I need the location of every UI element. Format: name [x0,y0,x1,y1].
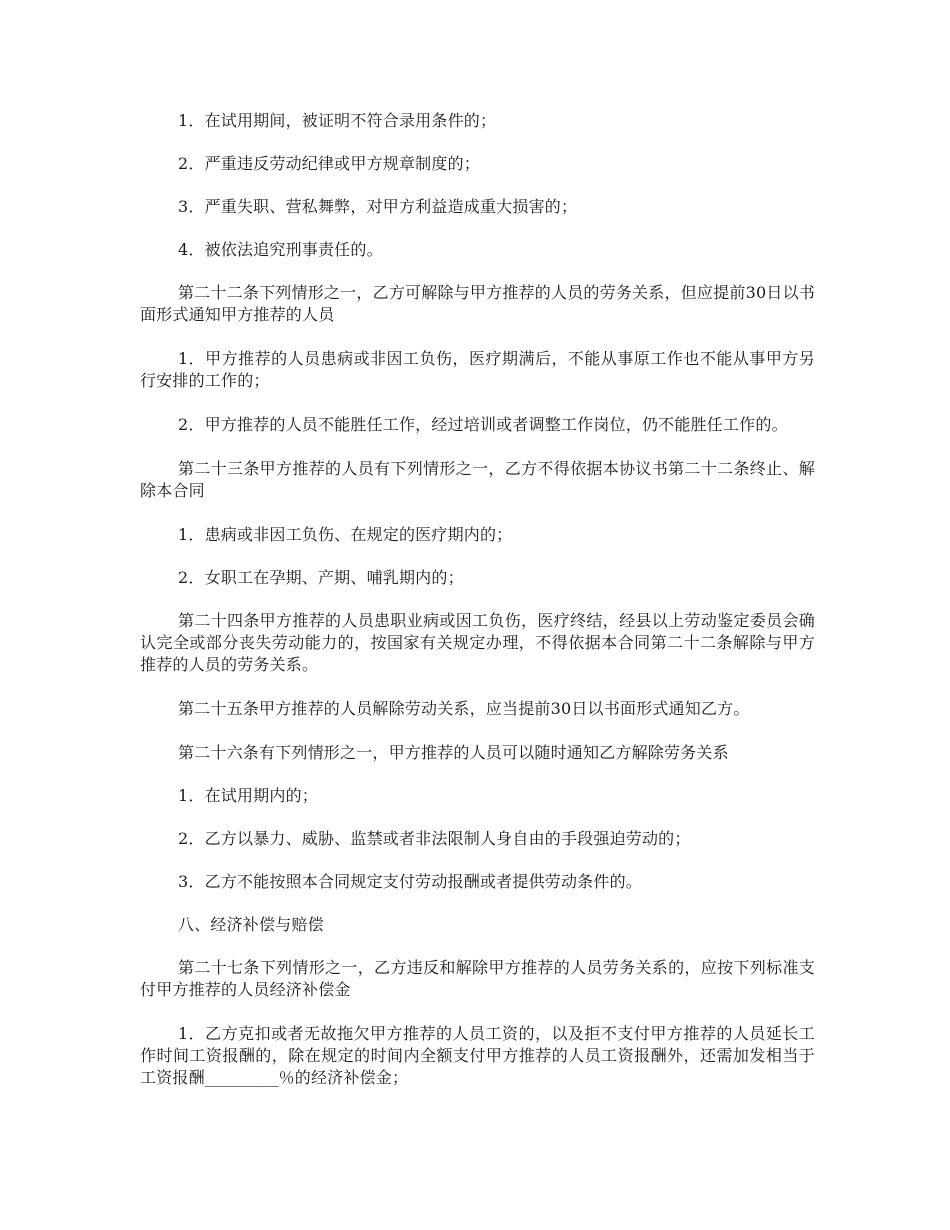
paragraph: 2．女职工在孕期、产期、哺乳期内的； [178,568,464,587]
document-page [140,110,815,1111]
paragraph: 3．乙方不能按照本合同规定支付劳动报酬或者提供劳动条件的。 [178,872,642,891]
paragraph: 第二十六条有下列情形之一，甲方推荐的人员可以随时通知乙方解除劳务关系 [178,743,729,762]
paragraph: 1．乙方克扣或者无故拖欠甲方推荐的人员工资的，以及拒不支付甲方推荐的人员延长工作时间工资报酬的，除在规定的时间内全额支付甲方推荐的人员工资报酬外，还需加发相当于工资报酬_________％的经济补偿金； [140,1024,815,1087]
paragraph: 第二十七条下列情形之一，乙方违反和解除甲方推荐的人员劳务关系的，应按下列标准支付甲方推荐的人员经济补偿金 [140,958,815,999]
paragraph: 第二十三条甲方推荐的人员有下列情形之一，乙方不得依据本协议书第二十二条终止、解除本合同 [140,459,815,500]
paragraph: 第二十四条甲方推荐的人员患职业病或因工负伤，医疗终结，经县以上劳动鉴定委员会确认完全或部分丧失劳动能力的，按国家有关规定办理，不得依据本合同第二十二条解除与甲方推荐的人员的劳务关系。 [140,611,815,674]
paragraph: 第二十五条甲方推荐的人员解除劳动关系，应当提前30日以书面形式通知乙方。 [178,699,750,718]
paragraph: 1．在试用期间，被证明不符合录用条件的； [178,111,497,130]
paragraph: 3．严重失职、营私舞弊，对甲方利益造成重大损害的； [178,197,578,216]
paragraph: 2．严重违反劳动纪律或甲方规章制度的； [178,154,480,173]
paragraph: 第二十二条下列情形之一，乙方可解除与甲方推荐的人员的劳务关系，但应提前30日以书面形式通知甲方推荐的人员 [140,283,815,324]
paragraph: 1．患病或非因工负伤、在规定的医疗期内的； [178,525,513,544]
paragraph: 4．被依法追究刑事责任的。 [178,240,383,259]
paragraph: 2．甲方推荐的人员不能胜任工作，经过培训或者调整工作岗位，仍不能胜任工作的。 [178,415,788,434]
paragraph: 1．甲方推荐的人员患病或非因工负伤，医疗期满后，不能从事原工作也不能从事甲方另行安排的工作的； [140,349,815,390]
paragraph: 2．乙方以暴力、威胁、监禁或者非法限制人身自由的手段强迫劳动的； [178,829,691,848]
paragraph: 1．在试用期内的； [178,786,318,805]
section-heading: 八、经济补偿与赔偿 [178,915,324,934]
